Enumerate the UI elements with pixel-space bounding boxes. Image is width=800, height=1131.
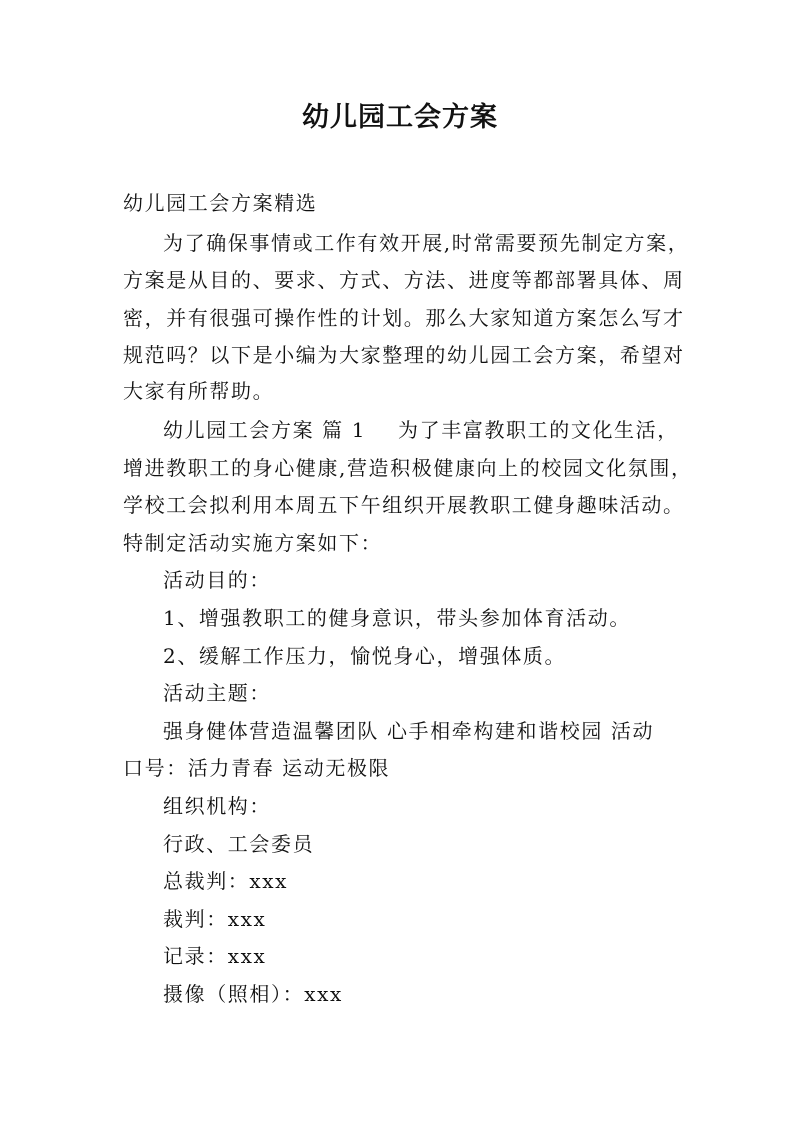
purpose-heading: 活动目的： (163, 568, 271, 592)
document-title: 幼儿园工会方案 (302, 102, 498, 133)
intro-line: 方案是从目的、要求、方式、方法、进度等都部署具体、周 (123, 268, 685, 292)
document-subtitle: 幼儿园工会方案精选 (123, 191, 318, 215)
org-line: 裁判：xxx (163, 907, 267, 931)
purpose-item: 2、缓解工作压力，愉悦身心，增强体质。 (163, 644, 567, 668)
section-line: 学校工会拟利用本周五下午组织开展教职工健身趣味活动。 (123, 493, 685, 517)
intro-line: 密，并有很强可操作性的计划。那么大家知道方案怎么写才 (123, 306, 685, 330)
theme-line: 口号：活力青春 运动无极限 (123, 756, 391, 780)
intro-line: 大家有所帮助。 (123, 379, 275, 403)
org-heading: 组织机构： (163, 794, 271, 818)
org-line: 行政、工会委员 (163, 832, 315, 856)
org-line: 总裁判：xxx (163, 869, 289, 893)
intro-line: 规范吗？以下是小编为大家整理的幼儿园工会方案，希望对 (123, 343, 685, 367)
section-line: 特制定活动实施方案如下： (123, 531, 383, 555)
section-first-line (163, 416, 679, 444)
section-line: 增进教职工的身心健康,营造积极健康向上的校园文化氛围， (123, 456, 693, 480)
section-heading: 幼儿园工会方案 篇 1 (163, 418, 367, 442)
intro-line: 为了确保事情或工作有效开展,时常需要预先制定方案， (163, 231, 690, 255)
theme-line: 强身健体营造温馨团队 心手相牵构建和谐校园 活动 (163, 719, 655, 743)
section-first-line-text: 为了丰富教职工的文化生活， (398, 418, 679, 442)
theme-heading: 活动主题： (163, 681, 271, 705)
org-line: 记录：xxx (163, 944, 267, 968)
purpose-item: 1、增强教职工的健身意识，带头参加体育活动。 (163, 606, 631, 630)
org-line: 摄像（照相）：xxx (163, 982, 343, 1006)
